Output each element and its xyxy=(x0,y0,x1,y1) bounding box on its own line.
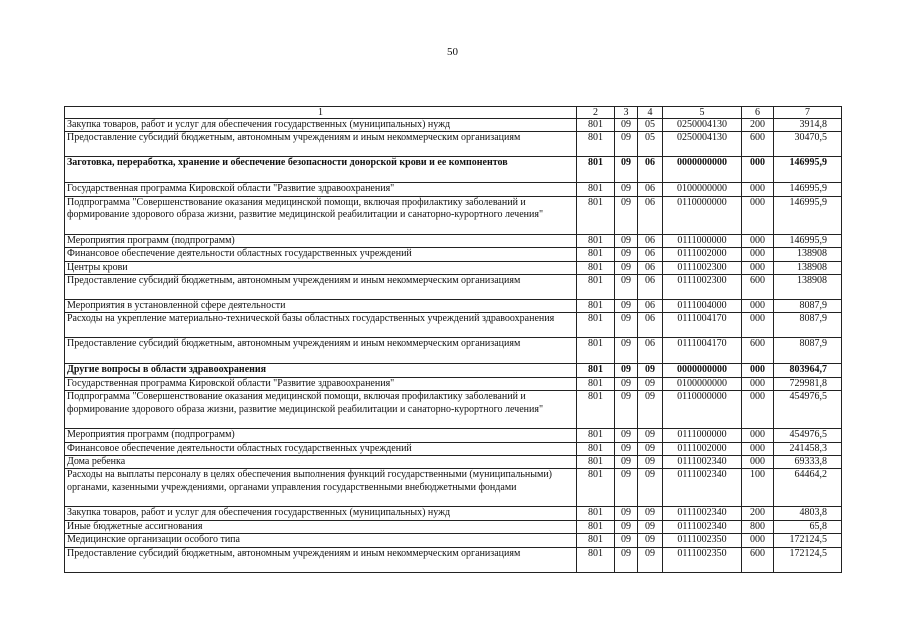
row-code-target: 0250004130 xyxy=(663,119,742,132)
row-code-ministry: 801 xyxy=(577,300,615,313)
row-code-ministry: 801 xyxy=(577,534,615,547)
row-code-subsection: 09 xyxy=(638,391,663,429)
row-code-section: 09 xyxy=(615,132,638,157)
row-code-expense: 600 xyxy=(742,275,774,300)
table-row xyxy=(65,248,842,261)
row-code-subsection: 09 xyxy=(638,429,663,442)
row-code-expense: 000 xyxy=(742,157,774,183)
row-amount: 172124,5 xyxy=(774,547,842,572)
row-code-expense: 200 xyxy=(742,119,774,132)
row-code-target: 0111002350 xyxy=(663,534,742,547)
row-code-section: 09 xyxy=(615,119,638,132)
row-amount: 138908 xyxy=(774,275,842,300)
row-amount: 146995,9 xyxy=(774,234,842,247)
row-code-expense: 800 xyxy=(742,520,774,533)
page-number: 50 xyxy=(447,46,458,58)
row-code-target: 0111002340 xyxy=(663,507,742,520)
row-code-expense: 000 xyxy=(742,234,774,247)
row-code-subsection: 09 xyxy=(638,469,663,507)
row-code-ministry: 801 xyxy=(577,261,615,274)
row-name: Финансовое обеспечение деятельности областных государственных учреждений xyxy=(65,248,577,261)
table-row xyxy=(65,234,842,247)
table-row xyxy=(65,456,842,469)
table-row xyxy=(65,183,842,196)
row-code-subsection: 09 xyxy=(638,520,663,533)
row-amount: 138908 xyxy=(774,248,842,261)
row-name: Закупка товаров, работ и услуг для обеспечения государственных (муниципальных) нужд xyxy=(65,507,577,520)
table-row xyxy=(65,338,842,364)
row-code-subsection: 06 xyxy=(638,338,663,364)
row-amount: 146995,9 xyxy=(774,157,842,183)
row-code-target: 0110000000 xyxy=(663,391,742,429)
header-cell: 3 xyxy=(615,107,638,119)
row-code-section: 09 xyxy=(615,520,638,533)
row-code-target: 0100000000 xyxy=(663,183,742,196)
row-name: Другие вопросы в области здравоохранения xyxy=(65,364,577,377)
row-amount: 65,8 xyxy=(774,520,842,533)
row-name: Мероприятия программ (подпрограмм) xyxy=(65,234,577,247)
row-code-ministry: 801 xyxy=(577,469,615,507)
row-code-section: 09 xyxy=(615,507,638,520)
row-code-expense: 000 xyxy=(742,364,774,377)
row-amount: 138908 xyxy=(774,261,842,274)
row-name: Медицинские организации особого типа xyxy=(65,534,577,547)
row-code-section: 09 xyxy=(615,442,638,455)
row-code-target: 0111002000 xyxy=(663,248,742,261)
row-code-section: 09 xyxy=(615,377,638,390)
table-row xyxy=(65,300,842,313)
row-code-subsection: 09 xyxy=(638,534,663,547)
row-code-expense: 000 xyxy=(742,300,774,313)
row-code-target: 0111002340 xyxy=(663,520,742,533)
row-code-section: 09 xyxy=(615,234,638,247)
row-code-expense: 000 xyxy=(742,391,774,429)
row-code-subsection: 09 xyxy=(638,547,663,572)
table-row xyxy=(65,391,842,429)
row-code-expense: 000 xyxy=(742,534,774,547)
row-code-subsection: 09 xyxy=(638,507,663,520)
row-name: Мероприятия программ (подпрограмм) xyxy=(65,429,577,442)
row-code-subsection: 06 xyxy=(638,248,663,261)
row-code-section: 09 xyxy=(615,313,638,338)
row-code-target: 0111002350 xyxy=(663,547,742,572)
row-code-expense: 600 xyxy=(742,547,774,572)
row-code-target: 0111000000 xyxy=(663,234,742,247)
row-name: Подпрограмма "Совершенствование оказания медицинской помощи, включая профилактику заболеваний и формирование здорового образа жизни, развитие медицинской реабилитации и санаторно-курортного лечения" xyxy=(65,391,577,429)
row-code-target: 0111002000 xyxy=(663,442,742,455)
row-code-section: 09 xyxy=(615,534,638,547)
row-name: Предоставление субсидий бюджетным, автономным учреждениям и иным некоммерческим организациям xyxy=(65,275,577,300)
row-code-section: 09 xyxy=(615,196,638,234)
row-code-target: 0111002340 xyxy=(663,469,742,507)
row-name: Финансовое обеспечение деятельности областных государственных учреждений xyxy=(65,442,577,455)
row-code-target: 0111004000 xyxy=(663,300,742,313)
row-name: Заготовка, переработка, хранение и обеспечение безопасности донорской крови и ее компонентов xyxy=(65,157,577,183)
table-row xyxy=(65,132,842,157)
row-name: Иные бюджетные ассигнования xyxy=(65,520,577,533)
row-code-section: 09 xyxy=(615,157,638,183)
row-code-section: 09 xyxy=(615,183,638,196)
row-code-ministry: 801 xyxy=(577,196,615,234)
row-code-subsection: 05 xyxy=(638,119,663,132)
row-code-ministry: 801 xyxy=(577,157,615,183)
row-code-subsection: 09 xyxy=(638,377,663,390)
row-name: Мероприятия в установленной сфере деятельности xyxy=(65,300,577,313)
row-amount: 30470,5 xyxy=(774,132,842,157)
row-code-ministry: 801 xyxy=(577,507,615,520)
row-code-ministry: 801 xyxy=(577,248,615,261)
row-code-expense: 000 xyxy=(742,313,774,338)
table-row xyxy=(65,313,842,338)
row-amount: 172124,5 xyxy=(774,534,842,547)
row-amount: 4803,8 xyxy=(774,507,842,520)
row-code-ministry: 801 xyxy=(577,391,615,429)
row-code-subsection: 09 xyxy=(638,442,663,455)
row-amount: 8087,9 xyxy=(774,313,842,338)
row-code-subsection: 05 xyxy=(638,132,663,157)
table-row xyxy=(65,547,842,572)
row-code-ministry: 801 xyxy=(577,132,615,157)
row-code-target: 0111002300 xyxy=(663,261,742,274)
row-code-section: 09 xyxy=(615,547,638,572)
row-code-section: 09 xyxy=(615,456,638,469)
row-name: Государственная программа Кировской области "Развитие здравоохранения" xyxy=(65,377,577,390)
row-code-subsection: 06 xyxy=(638,183,663,196)
table-row xyxy=(65,429,842,442)
row-code-section: 09 xyxy=(615,248,638,261)
row-amount: 454976,5 xyxy=(774,391,842,429)
table-row xyxy=(65,507,842,520)
row-amount: 729981,8 xyxy=(774,377,842,390)
row-code-subsection: 09 xyxy=(638,364,663,377)
header-cell: 6 xyxy=(742,107,774,119)
row-name: Предоставление субсидий бюджетным, автономным учреждениям и иным некоммерческим организациям xyxy=(65,338,577,364)
row-code-ministry: 801 xyxy=(577,547,615,572)
row-amount: 454976,5 xyxy=(774,429,842,442)
row-code-section: 09 xyxy=(615,275,638,300)
row-code-expense: 000 xyxy=(742,456,774,469)
row-code-expense: 000 xyxy=(742,183,774,196)
row-code-ministry: 801 xyxy=(577,429,615,442)
row-amount: 8087,9 xyxy=(774,300,842,313)
row-code-target: 0000000000 xyxy=(663,157,742,183)
row-code-section: 09 xyxy=(615,261,638,274)
row-code-subsection: 06 xyxy=(638,300,663,313)
row-code-expense: 600 xyxy=(742,132,774,157)
header-cell: 2 xyxy=(577,107,615,119)
table-row xyxy=(65,442,842,455)
row-name: Предоставление субсидий бюджетным, автономным учреждениям и иным некоммерческим организациям xyxy=(65,547,577,572)
row-code-expense: 100 xyxy=(742,469,774,507)
row-code-subsection: 06 xyxy=(638,261,663,274)
table-row xyxy=(65,119,842,132)
row-name: Подпрограмма "Совершенствование оказания медицинской помощи, включая профилактику заболеваний и формирование здорового образа жизни, развитие медицинской реабилитации и санаторно-курортного лечения" xyxy=(65,196,577,234)
table-row xyxy=(65,157,842,183)
row-code-target: 0250004130 xyxy=(663,132,742,157)
row-code-target: 0110000000 xyxy=(663,196,742,234)
row-code-subsection: 09 xyxy=(638,456,663,469)
row-amount: 64464,2 xyxy=(774,469,842,507)
row-code-section: 09 xyxy=(615,364,638,377)
row-name: Центры крови xyxy=(65,261,577,274)
row-code-expense: 000 xyxy=(742,261,774,274)
row-code-ministry: 801 xyxy=(577,377,615,390)
row-code-ministry: 801 xyxy=(577,119,615,132)
row-code-target: 0111000000 xyxy=(663,429,742,442)
row-name: Государственная программа Кировской области "Развитие здравоохранения" xyxy=(65,183,577,196)
row-amount: 803964,7 xyxy=(774,364,842,377)
row-code-section: 09 xyxy=(615,429,638,442)
row-code-ministry: 801 xyxy=(577,338,615,364)
table-row xyxy=(65,520,842,533)
row-amount: 69333,8 xyxy=(774,456,842,469)
budget-table xyxy=(64,106,842,573)
row-code-target: 0100000000 xyxy=(663,377,742,390)
table-row xyxy=(65,196,842,234)
row-code-expense: 000 xyxy=(742,248,774,261)
row-code-target: 0111002340 xyxy=(663,456,742,469)
table-row xyxy=(65,377,842,390)
header-cell: 1 xyxy=(65,107,577,119)
row-code-target: 0000000000 xyxy=(663,364,742,377)
row-name: Дома ребенка xyxy=(65,456,577,469)
row-code-target: 0111002300 xyxy=(663,275,742,300)
header-cell: 5 xyxy=(663,107,742,119)
row-name: Расходы на укрепление материально-технической базы областных государственных учреждений здравоохранения xyxy=(65,313,577,338)
row-code-ministry: 801 xyxy=(577,442,615,455)
table-row xyxy=(65,261,842,274)
header-cell: 7 xyxy=(774,107,842,119)
row-name: Закупка товаров, работ и услуг для обеспечения государственных (муниципальных) нужд xyxy=(65,119,577,132)
row-code-section: 09 xyxy=(615,338,638,364)
row-code-subsection: 06 xyxy=(638,196,663,234)
row-code-expense: 000 xyxy=(742,442,774,455)
row-amount: 8087,9 xyxy=(774,338,842,364)
row-code-ministry: 801 xyxy=(577,313,615,338)
row-code-ministry: 801 xyxy=(577,183,615,196)
row-name: Предоставление субсидий бюджетным, автономным учреждениям и иным некоммерческим организациям xyxy=(65,132,577,157)
row-code-ministry: 801 xyxy=(577,364,615,377)
row-code-expense: 000 xyxy=(742,429,774,442)
row-code-ministry: 801 xyxy=(577,234,615,247)
table-row xyxy=(65,469,842,507)
table-header-row xyxy=(65,107,842,119)
row-code-section: 09 xyxy=(615,300,638,313)
row-code-section: 09 xyxy=(615,391,638,429)
row-code-target: 0111004170 xyxy=(663,338,742,364)
row-name: Расходы на выплаты персоналу в целях обеспечения выполнения функций государственными (муниципальными) органами, казенными учреждениями, органами управления государственными внебюджетными фондами xyxy=(65,469,577,507)
row-amount: 146995,9 xyxy=(774,196,842,234)
row-code-ministry: 801 xyxy=(577,456,615,469)
row-amount: 3914,8 xyxy=(774,119,842,132)
row-code-expense: 000 xyxy=(742,196,774,234)
row-code-ministry: 801 xyxy=(577,520,615,533)
row-amount: 241458,3 xyxy=(774,442,842,455)
row-code-expense: 600 xyxy=(742,338,774,364)
row-code-expense: 200 xyxy=(742,507,774,520)
row-code-target: 0111004170 xyxy=(663,313,742,338)
row-code-expense: 000 xyxy=(742,377,774,390)
row-code-subsection: 06 xyxy=(638,275,663,300)
table-row xyxy=(65,534,842,547)
header-cell: 4 xyxy=(638,107,663,119)
row-code-subsection: 06 xyxy=(638,313,663,338)
table-row xyxy=(65,275,842,300)
table-row xyxy=(65,364,842,377)
row-code-subsection: 06 xyxy=(638,234,663,247)
row-code-section: 09 xyxy=(615,469,638,507)
row-code-subsection: 06 xyxy=(638,157,663,183)
row-code-ministry: 801 xyxy=(577,275,615,300)
row-amount: 146995,9 xyxy=(774,183,842,196)
